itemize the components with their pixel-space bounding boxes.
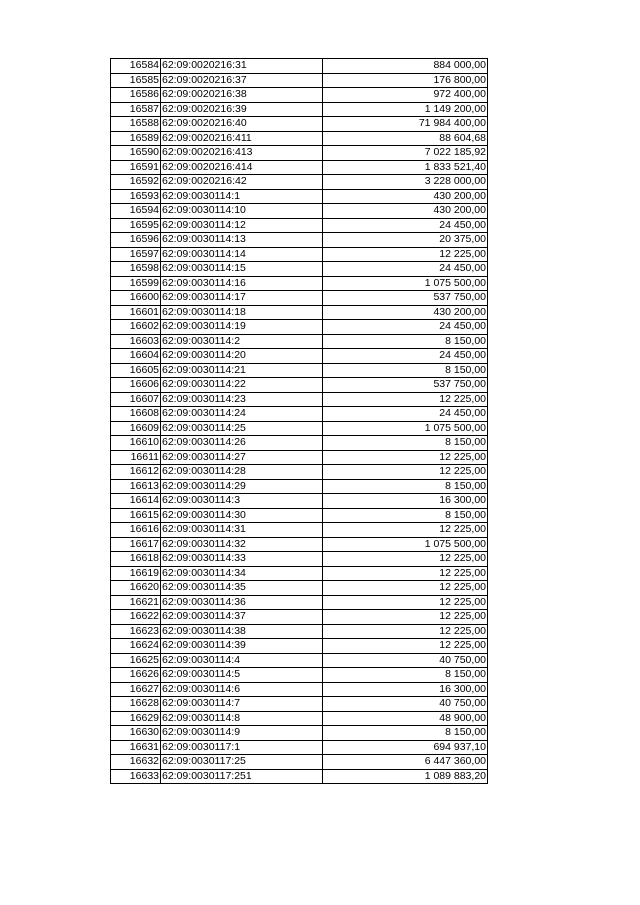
table-row	[111, 537, 488, 552]
cadastral-value: 8 150,00	[323, 334, 488, 349]
table-row	[111, 697, 488, 712]
cadastral-value: 694 937,10	[323, 740, 488, 755]
cadastral-number: 62:09:0030114:31	[161, 523, 323, 538]
cadastral-number: 62:09:0030114:1	[161, 189, 323, 204]
table-row	[111, 146, 488, 161]
cadastral-value: 1 149 200,00	[323, 102, 488, 117]
cadastral-value: 8 150,00	[323, 363, 488, 378]
cadastral-value: 7 022 185,92	[323, 146, 488, 161]
cadastral-value: 6 447 360,00	[323, 755, 488, 770]
cadastral-number: 62:09:0030117:1	[161, 740, 323, 755]
table-row	[111, 436, 488, 451]
cadastral-number: 62:09:0030114:13	[161, 233, 323, 248]
cadastral-value: 3 228 000,00	[323, 175, 488, 190]
table-row	[111, 494, 488, 509]
cadastral-value: 12 225,00	[323, 465, 488, 480]
cadastral-value: 12 225,00	[323, 392, 488, 407]
table-row	[111, 218, 488, 233]
table-row	[111, 175, 488, 190]
cadastral-number: 62:09:0030114:33	[161, 552, 323, 567]
table-body	[111, 59, 488, 784]
table-row	[111, 450, 488, 465]
cadastral-number: 62:09:0030114:7	[161, 697, 323, 712]
row-number: 16619	[111, 566, 161, 581]
row-number: 16613	[111, 479, 161, 494]
cadastral-number: 62:09:0030114:5	[161, 668, 323, 683]
row-number: 16593	[111, 189, 161, 204]
row-number: 16615	[111, 508, 161, 523]
row-number: 16584	[111, 59, 161, 74]
table-row	[111, 581, 488, 596]
cadastral-number: 62:09:0030114:24	[161, 407, 323, 422]
table-row	[111, 378, 488, 393]
cadastral-value: 12 225,00	[323, 523, 488, 538]
cadastral-number: 62:09:0030114:6	[161, 682, 323, 697]
table-row	[111, 160, 488, 175]
cadastral-number: 62:09:0020216:39	[161, 102, 323, 117]
cadastral-number: 62:09:0030114:16	[161, 276, 323, 291]
cadastral-value: 71 984 400,00	[323, 117, 488, 132]
table-row	[111, 291, 488, 306]
cadastral-number: 62:09:0030114:2	[161, 334, 323, 349]
cadastral-value: 1 833 521,40	[323, 160, 488, 175]
cadastral-number: 62:09:0020216:40	[161, 117, 323, 132]
row-number: 16610	[111, 436, 161, 451]
row-number: 16620	[111, 581, 161, 596]
cadastral-number: 62:09:0030114:4	[161, 653, 323, 668]
row-number: 16628	[111, 697, 161, 712]
table-row	[111, 682, 488, 697]
cadastral-value: 972 400,00	[323, 88, 488, 103]
table-row	[111, 711, 488, 726]
cadastral-value: 40 750,00	[323, 653, 488, 668]
cadastral-value: 48 900,00	[323, 711, 488, 726]
table-row	[111, 131, 488, 146]
row-number: 16627	[111, 682, 161, 697]
table-row	[111, 204, 488, 219]
cadastral-value: 24 450,00	[323, 407, 488, 422]
table-row	[111, 639, 488, 654]
row-number: 16622	[111, 610, 161, 625]
table-row	[111, 668, 488, 683]
table-row	[111, 566, 488, 581]
table-row	[111, 740, 488, 755]
cadastral-number: 62:09:0030114:28	[161, 465, 323, 480]
cadastral-value: 24 450,00	[323, 262, 488, 277]
row-number: 16616	[111, 523, 161, 538]
cadastral-number: 62:09:0020216:414	[161, 160, 323, 175]
row-number: 16587	[111, 102, 161, 117]
cadastral-value: 884 000,00	[323, 59, 488, 74]
table-row	[111, 102, 488, 117]
cadastral-number: 62:09:0030114:10	[161, 204, 323, 219]
table-row	[111, 465, 488, 480]
row-number: 16630	[111, 726, 161, 741]
row-number: 16625	[111, 653, 161, 668]
table-row	[111, 392, 488, 407]
cadastral-number: 62:09:0020216:37	[161, 73, 323, 88]
row-number: 16604	[111, 349, 161, 364]
cadastral-number: 62:09:0030114:14	[161, 247, 323, 262]
cadastral-value: 430 200,00	[323, 204, 488, 219]
row-number: 16608	[111, 407, 161, 422]
row-number: 16629	[111, 711, 161, 726]
row-number: 16611	[111, 450, 161, 465]
table-row	[111, 233, 488, 248]
table-row	[111, 88, 488, 103]
cadastral-number: 62:09:0030117:25	[161, 755, 323, 770]
cadastral-value: 1 075 500,00	[323, 537, 488, 552]
cadastral-number: 62:09:0030114:12	[161, 218, 323, 233]
table-row	[111, 305, 488, 320]
cadastral-value: 20 375,00	[323, 233, 488, 248]
cadastral-value: 16 300,00	[323, 494, 488, 509]
row-number: 16597	[111, 247, 161, 262]
cadastral-value: 12 225,00	[323, 595, 488, 610]
row-number: 16632	[111, 755, 161, 770]
cadastral-value: 8 150,00	[323, 436, 488, 451]
row-number: 16589	[111, 131, 161, 146]
table-row	[111, 552, 488, 567]
cadastral-value: 12 225,00	[323, 552, 488, 567]
row-number: 16633	[111, 769, 161, 784]
cadastral-value: 12 225,00	[323, 610, 488, 625]
cadastral-value: 8 150,00	[323, 508, 488, 523]
row-number: 16598	[111, 262, 161, 277]
table-row	[111, 320, 488, 335]
cadastral-number: 62:09:0030114:32	[161, 537, 323, 552]
row-number: 16605	[111, 363, 161, 378]
cadastral-number: 62:09:0030114:26	[161, 436, 323, 451]
cadastral-number: 62:09:0020216:42	[161, 175, 323, 190]
cadastral-value: 8 150,00	[323, 479, 488, 494]
cadastral-number: 62:09:0030117:251	[161, 769, 323, 784]
row-number: 16595	[111, 218, 161, 233]
cadastral-number: 62:09:0030114:29	[161, 479, 323, 494]
cadastral-number: 62:09:0030114:8	[161, 711, 323, 726]
cadastral-number: 62:09:0030114:38	[161, 624, 323, 639]
row-number: 16618	[111, 552, 161, 567]
row-number: 16590	[111, 146, 161, 161]
cadastral-number: 62:09:0030114:18	[161, 305, 323, 320]
cadastral-number: 62:09:0020216:413	[161, 146, 323, 161]
cadastral-value: 430 200,00	[323, 305, 488, 320]
cadastral-value: 12 225,00	[323, 639, 488, 654]
row-number: 16596	[111, 233, 161, 248]
table-row	[111, 247, 488, 262]
cadastral-number: 62:09:0020216:31	[161, 59, 323, 74]
table-row	[111, 479, 488, 494]
cadastral-value: 8 150,00	[323, 668, 488, 683]
cadastral-value: 8 150,00	[323, 726, 488, 741]
cadastral-number: 62:09:0030114:21	[161, 363, 323, 378]
table-row	[111, 349, 488, 364]
row-number: 16585	[111, 73, 161, 88]
cadastral-number: 62:09:0030114:22	[161, 378, 323, 393]
cadastral-value: 1 075 500,00	[323, 276, 488, 291]
cadastral-value: 12 225,00	[323, 624, 488, 639]
cadastral-number: 62:09:0030114:37	[161, 610, 323, 625]
cadastral-number: 62:09:0030114:39	[161, 639, 323, 654]
table-row	[111, 726, 488, 741]
cadastral-number: 62:09:0030114:15	[161, 262, 323, 277]
cadastral-number: 62:09:0020216:411	[161, 131, 323, 146]
table-row	[111, 769, 488, 784]
row-number: 16617	[111, 537, 161, 552]
table-row	[111, 73, 488, 88]
cadastral-number: 62:09:0030114:20	[161, 349, 323, 364]
cadastral-number: 62:09:0030114:19	[161, 320, 323, 335]
row-number: 16626	[111, 668, 161, 683]
cadastral-number: 62:09:0030114:36	[161, 595, 323, 610]
cadastral-value: 12 225,00	[323, 581, 488, 596]
table-row	[111, 421, 488, 436]
cadastral-value: 176 800,00	[323, 73, 488, 88]
cadastral-number: 62:09:0030114:35	[161, 581, 323, 596]
table-row	[111, 755, 488, 770]
table-row	[111, 508, 488, 523]
row-number: 16607	[111, 392, 161, 407]
cadastral-number: 62:09:0030114:3	[161, 494, 323, 509]
table-row	[111, 653, 488, 668]
table-row	[111, 407, 488, 422]
table-row	[111, 117, 488, 132]
row-number: 16588	[111, 117, 161, 132]
cadastral-number: 62:09:0030114:17	[161, 291, 323, 306]
table-row	[111, 624, 488, 639]
cadastral-number: 62:09:0030114:27	[161, 450, 323, 465]
cadastral-value: 40 750,00	[323, 697, 488, 712]
row-number: 16586	[111, 88, 161, 103]
cadastral-value: 537 750,00	[323, 291, 488, 306]
table-row	[111, 262, 488, 277]
table-row	[111, 523, 488, 538]
cadastral-number: 62:09:0030114:34	[161, 566, 323, 581]
row-number: 16602	[111, 320, 161, 335]
table-row	[111, 59, 488, 74]
cadastral-value: 24 450,00	[323, 320, 488, 335]
row-number: 16623	[111, 624, 161, 639]
cadastral-value: 24 450,00	[323, 349, 488, 364]
cadastral-number: 62:09:0030114:23	[161, 392, 323, 407]
cadastral-value: 16 300,00	[323, 682, 488, 697]
cadastral-value: 537 750,00	[323, 378, 488, 393]
row-number: 16599	[111, 276, 161, 291]
row-number: 16591	[111, 160, 161, 175]
cadastral-value-table	[110, 58, 488, 784]
table-row	[111, 276, 488, 291]
cadastral-value: 24 450,00	[323, 218, 488, 233]
row-number: 16631	[111, 740, 161, 755]
cadastral-value: 430 200,00	[323, 189, 488, 204]
cadastral-number: 62:09:0030114:25	[161, 421, 323, 436]
table-row	[111, 334, 488, 349]
table-row	[111, 595, 488, 610]
row-number: 16603	[111, 334, 161, 349]
row-number: 16614	[111, 494, 161, 509]
cadastral-number: 62:09:0030114:9	[161, 726, 323, 741]
table-row	[111, 363, 488, 378]
row-number: 16609	[111, 421, 161, 436]
row-number: 16592	[111, 175, 161, 190]
row-number: 16612	[111, 465, 161, 480]
cadastral-value: 88 604,68	[323, 131, 488, 146]
row-number: 16594	[111, 204, 161, 219]
row-number: 16600	[111, 291, 161, 306]
cadastral-number: 62:09:0030114:30	[161, 508, 323, 523]
cadastral-value: 12 225,00	[323, 566, 488, 581]
row-number: 16601	[111, 305, 161, 320]
table-row	[111, 610, 488, 625]
row-number: 16606	[111, 378, 161, 393]
cadastral-value: 12 225,00	[323, 247, 488, 262]
row-number: 16621	[111, 595, 161, 610]
table-row	[111, 189, 488, 204]
cadastral-value: 12 225,00	[323, 450, 488, 465]
row-number: 16624	[111, 639, 161, 654]
cadastral-value: 1 075 500,00	[323, 421, 488, 436]
cadastral-number: 62:09:0020216:38	[161, 88, 323, 103]
cadastral-value: 1 089 883,20	[323, 769, 488, 784]
